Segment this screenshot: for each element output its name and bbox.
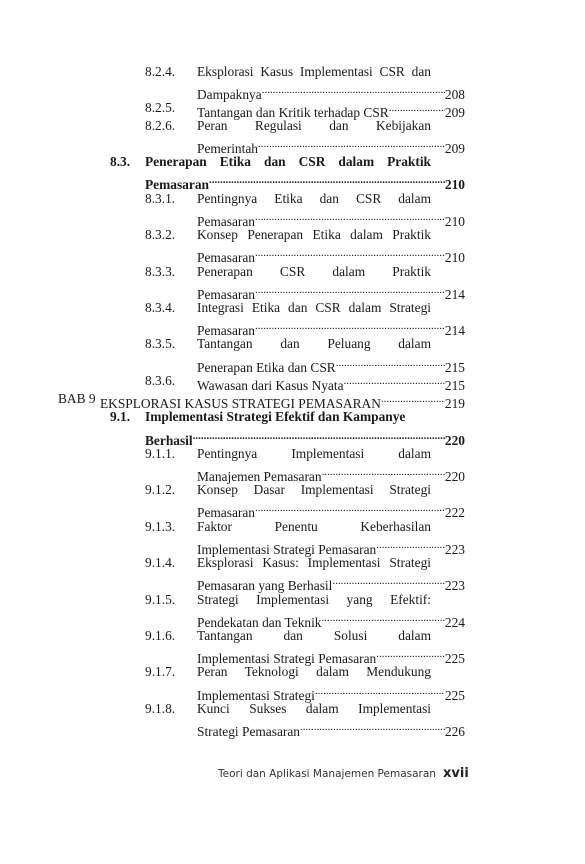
- toc-page-number: 214: [444, 287, 465, 302]
- toc-number: 9.1.: [110, 409, 131, 424]
- toc-title: Konsep Penerapan Etika dalam Praktik: [197, 227, 431, 242]
- toc-entry-9-1-cont[interactable]: [0, 427, 585, 448]
- toc-page-number: 220: [444, 469, 465, 484]
- toc-page-number: 225: [444, 651, 465, 666]
- toc-entry-8-3-1[interactable]: [0, 190, 585, 208]
- toc-number: 9.1.4.: [145, 555, 176, 570]
- toc-page-number: 223: [444, 578, 465, 593]
- toc-page-number: 210: [444, 250, 465, 265]
- toc-entry-9-1-3-cont[interactable]: [0, 536, 585, 557]
- toc-title-cont: Dampaknya: [197, 87, 262, 102]
- toc-title: Peran Regulasi dan Kebijakan: [197, 118, 431, 133]
- toc-title-cont: Manajemen Pemasaran: [197, 469, 322, 484]
- toc-dot-leader: [255, 499, 445, 517]
- toc-entry-9-1-1[interactable]: [0, 445, 585, 463]
- toc-page-number: 210: [444, 214, 465, 229]
- toc-entry-9-1-1-cont[interactable]: [0, 463, 585, 484]
- toc-title: Penerapan CSR dalam Praktik: [197, 264, 431, 279]
- toc-number: 8.3.5.: [145, 336, 176, 351]
- footer-page-number: xvii: [443, 766, 469, 781]
- toc-title: Faktor Penentu Keberhasilan: [197, 519, 431, 534]
- toc-title: Tantangan dan Solusi dalam: [197, 628, 431, 643]
- toc-entry-8-3-2-cont[interactable]: [0, 244, 585, 265]
- toc-title: Wawasan dari Kasus Nyata: [197, 378, 344, 393]
- toc-title-cont: Pemerintah: [197, 141, 258, 156]
- toc-number: 9.1.8.: [145, 701, 176, 716]
- toc-title: Pentingnya Etika dan CSR dalam: [197, 191, 431, 206]
- toc-number: 9.1.3.: [145, 519, 176, 534]
- toc-number: 8.2.6.: [145, 118, 176, 133]
- toc-number: 8.2.5.: [145, 100, 176, 115]
- toc-chapter-number: BAB 9: [58, 391, 96, 406]
- toc-page-number: 209: [444, 141, 465, 156]
- toc-entry-9-1-7[interactable]: [0, 663, 585, 681]
- toc-dot-leader: [258, 135, 445, 153]
- toc-title: Kunci Sukses dalam Implementasi: [197, 701, 431, 716]
- toc-title-cont: Penerapan Etika dan CSR: [197, 360, 336, 375]
- toc-title: Tantangan dan Kritik terhadap CSR: [197, 105, 389, 120]
- toc-entry-8-2-6-cont[interactable]: [0, 135, 585, 156]
- toc-entry-9-1[interactable]: [0, 408, 585, 426]
- toc-number: 8.3.1.: [145, 191, 176, 206]
- toc-number: 9.1.7.: [145, 664, 176, 679]
- toc-page-number: 215: [444, 378, 465, 393]
- toc-dot-leader: [300, 718, 445, 736]
- toc-title-cont: Pemasaran: [197, 287, 256, 302]
- toc-page-number: 210: [444, 177, 465, 192]
- toc-entry-8-3-3-cont[interactable]: [0, 281, 585, 302]
- toc-title-cont: Strategi Pemasaran: [197, 724, 300, 739]
- toc-entry-8-3[interactable]: [0, 153, 585, 171]
- toc-page-number: 225: [444, 688, 465, 703]
- toc-dot-leader: [376, 645, 445, 663]
- toc-title: Eksplorasi Kasus: Implementasi Strategi: [197, 555, 431, 570]
- toc-entry-9-1-4-cont[interactable]: [0, 572, 585, 593]
- toc-entry-9-1-4[interactable]: [0, 554, 585, 572]
- toc-dot-leader: [262, 81, 445, 99]
- toc-title: Strategi Implementasi yang Efektif:: [197, 592, 431, 607]
- toc-number: 9.1.2.: [145, 482, 176, 497]
- toc-dot-leader: [255, 281, 445, 299]
- toc-page-number: 226: [444, 724, 465, 739]
- toc-title: Pentingnya Implementasi dalam: [197, 446, 431, 461]
- toc-title-cont: Pemasaran yang Berhasil: [197, 578, 333, 593]
- toc-entry-8-3-2[interactable]: [0, 226, 585, 244]
- toc-page-number: 220: [444, 433, 465, 448]
- toc-dot-leader: [389, 99, 445, 117]
- toc-entry-bab-9[interactable]: [0, 390, 585, 411]
- toc-entry-8-3-4[interactable]: [0, 299, 585, 317]
- toc-number: 8.3.: [110, 154, 131, 169]
- toc-dot-leader: [336, 354, 445, 372]
- footer-book-title: Teori dan Aplikasi Manajemen Pemasaran: [218, 768, 436, 780]
- toc-page-number: 209: [444, 105, 465, 120]
- toc-dot-leader: [381, 390, 445, 408]
- toc-entry-8-3-5-cont[interactable]: [0, 354, 585, 375]
- toc-chapter-title: EKSPLORASI KASUS STRATEGI PEMASARAN: [100, 396, 381, 411]
- toc-title: Implementasi Strategi Efektif dan Kampanye: [145, 409, 406, 424]
- toc-title: Eksplorasi Kasus Implementasi CSR dan: [197, 64, 431, 79]
- toc-entry-9-1-8-cont[interactable]: [0, 718, 585, 739]
- toc-dot-leader: [255, 244, 445, 262]
- toc-page-number: 224: [444, 615, 465, 630]
- toc-entry-8-2-5[interactable]: [0, 99, 585, 120]
- toc-title: Integrasi Etika dan CSR dalam Strategi: [197, 300, 431, 315]
- toc-entry-8-2-4[interactable]: [0, 63, 585, 81]
- toc-entry-9-1-6[interactable]: [0, 627, 585, 645]
- toc-entry-9-1-5-cont[interactable]: [0, 609, 585, 630]
- toc-entry-8-3-6[interactable]: [0, 372, 585, 393]
- toc-page-number: 222: [444, 505, 465, 520]
- toc-dot-leader: [193, 427, 445, 445]
- toc-dot-leader: [344, 372, 445, 390]
- toc-number: 8.3.6.: [145, 373, 176, 388]
- toc-page-number: 215: [444, 360, 465, 375]
- toc-dot-leader: [209, 171, 445, 189]
- toc-title: Tantangan dan Peluang dalam: [197, 336, 431, 351]
- toc-title: Penerapan Etika dan CSR dalam Praktik: [145, 154, 431, 169]
- toc-leader-line: [197, 718, 465, 741]
- toc-title-cont: Pemasaran: [197, 214, 256, 229]
- toc-title-cont: Implementasi Strategi Pemasaran: [197, 651, 377, 666]
- toc-title-cont: Implementasi Strategi Pemasaran: [197, 542, 377, 557]
- toc-entry-8-3-4-cont[interactable]: [0, 317, 585, 338]
- toc-dot-leader: [255, 208, 445, 226]
- toc-entry-9-1-6-cont[interactable]: [0, 645, 585, 666]
- toc-entry-9-1-7-cont[interactable]: [0, 682, 585, 703]
- toc-entry-8-3-1-cont[interactable]: [0, 208, 585, 229]
- toc-title-cont: Pemasaran: [197, 505, 256, 520]
- toc-entry-9-1-3[interactable]: [0, 518, 585, 536]
- toc-entry-9-1-8[interactable]: [0, 700, 585, 718]
- toc-entry-8-2-4-cont[interactable]: [0, 81, 585, 102]
- toc-title-cont: Pendekatan dan Teknik: [197, 615, 322, 630]
- toc-entry-9-1-2-cont[interactable]: [0, 499, 585, 520]
- toc-entry-9-1-5[interactable]: [0, 591, 585, 609]
- toc-page-number: 208: [444, 87, 465, 102]
- toc-entry-8-3-cont[interactable]: [0, 171, 585, 192]
- toc-dot-leader: [315, 682, 445, 700]
- toc-page-number: 214: [444, 323, 465, 338]
- toc-dot-leader: [376, 536, 445, 554]
- toc-title: Konsep Dasar Implementasi Strategi: [197, 482, 431, 497]
- toc-title-cont: Pemasaran: [197, 323, 256, 338]
- toc-entry-9-1-2[interactable]: [0, 481, 585, 499]
- toc-entry-8-3-5[interactable]: [0, 335, 585, 353]
- toc-dot-leader: [322, 463, 445, 481]
- toc-title-cont: Pemasaran: [197, 250, 256, 265]
- toc-number: 8.2.4.: [145, 64, 176, 79]
- toc-title: Peran Teknologi dalam Mendukung: [197, 664, 431, 679]
- toc-number: 9.1.6.: [145, 628, 176, 643]
- toc-title-cont: Pemasaran: [145, 177, 209, 192]
- toc-page-number: 219: [444, 396, 465, 411]
- toc-dot-leader: [332, 572, 445, 590]
- toc-number: 9.1.5.: [145, 592, 176, 607]
- toc-title-cont: Berhasil: [145, 433, 193, 448]
- toc-number: 9.1.1.: [145, 446, 176, 461]
- toc-entry-8-3-3[interactable]: [0, 263, 585, 281]
- toc-entry-8-2-6[interactable]: [0, 117, 585, 135]
- toc-dot-leader: [322, 609, 445, 627]
- toc-page-number: 223: [444, 542, 465, 557]
- toc-dot-leader: [255, 317, 445, 335]
- toc-number: 8.3.4.: [145, 300, 176, 315]
- toc-number: 8.3.2.: [145, 227, 176, 242]
- toc-title-cont: Implementasi Strategi: [197, 688, 315, 703]
- toc-number: 8.3.3.: [145, 264, 176, 279]
